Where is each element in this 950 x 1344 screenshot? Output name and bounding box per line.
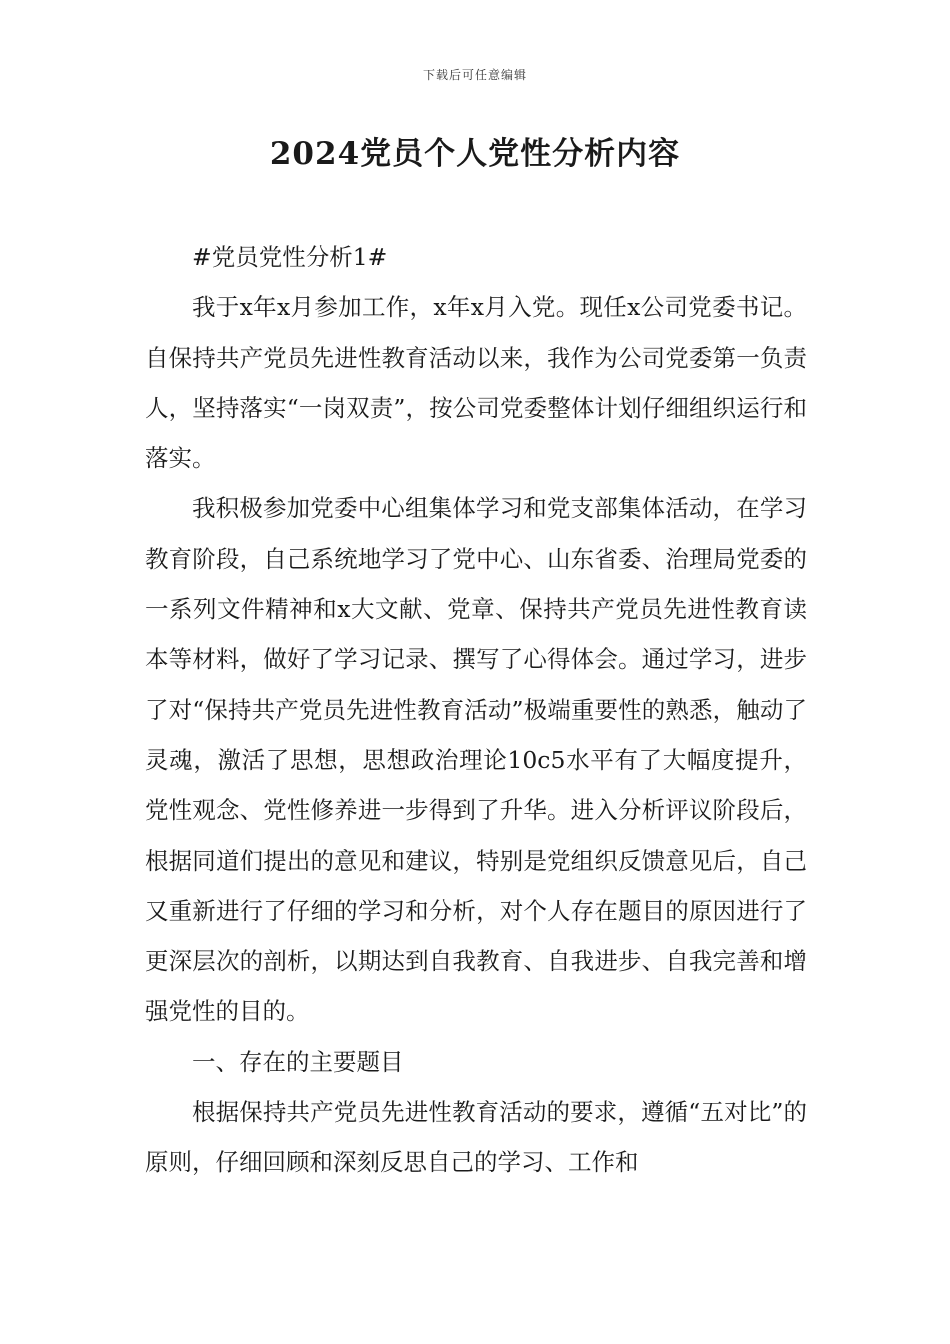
paragraph: 我积极参加党委中心组集体学习和党支部集体活动，在学习教育阶段，自己系统地学习了党中心、山东省委、治理局党委的一系列文件精神和x大文献、党章、保持共产党员先进性教育读本等材料，做好了学习记录、撰写了心得体会。通过学习，进步了对“保持共产党员先进性教育活动”极端重要性的熟悉，触动了灵魂，激活了思想，思想政治理论10c5水平有了大幅度提升，党性观念、党性修养进一步得到了升华。进入分析评议阶段后，根据同道们提出的意见和建议，特别是党组织反馈意见后，自己又重新进行了仔细的学习和分析，对个人存在题目的原因进行了更深层次的剖析，以期达到自我教育、自我进步、自我完善和增强党性的目的。 bbox=[145, 494, 807, 1026]
paragraph: 根据保持共产党员先进性教育活动的要求，遵循“五对比”的原则，仔细回顾和深刻反思自己的学习、工作和 bbox=[145, 1098, 807, 1177]
paragraph: 我于x年x月参加工作，x年x月入党。现任x公司党委书记。自保持共产党员先进性教育活动以来，我作为公司党委第一负责人，坚持落实“一岗双责”，按公司党委整体计划仔细组织运行和落实。 bbox=[145, 293, 807, 473]
section-tag: #党员党性分析1# bbox=[192, 243, 388, 271]
document-body bbox=[145, 232, 807, 1188]
section-heading: 一、存在的主要题目 bbox=[192, 1047, 404, 1076]
document-title: 2024党员个人党性分析内容 bbox=[269, 136, 681, 172]
header-note: 下载后可任意编辑 bbox=[422, 68, 527, 82]
